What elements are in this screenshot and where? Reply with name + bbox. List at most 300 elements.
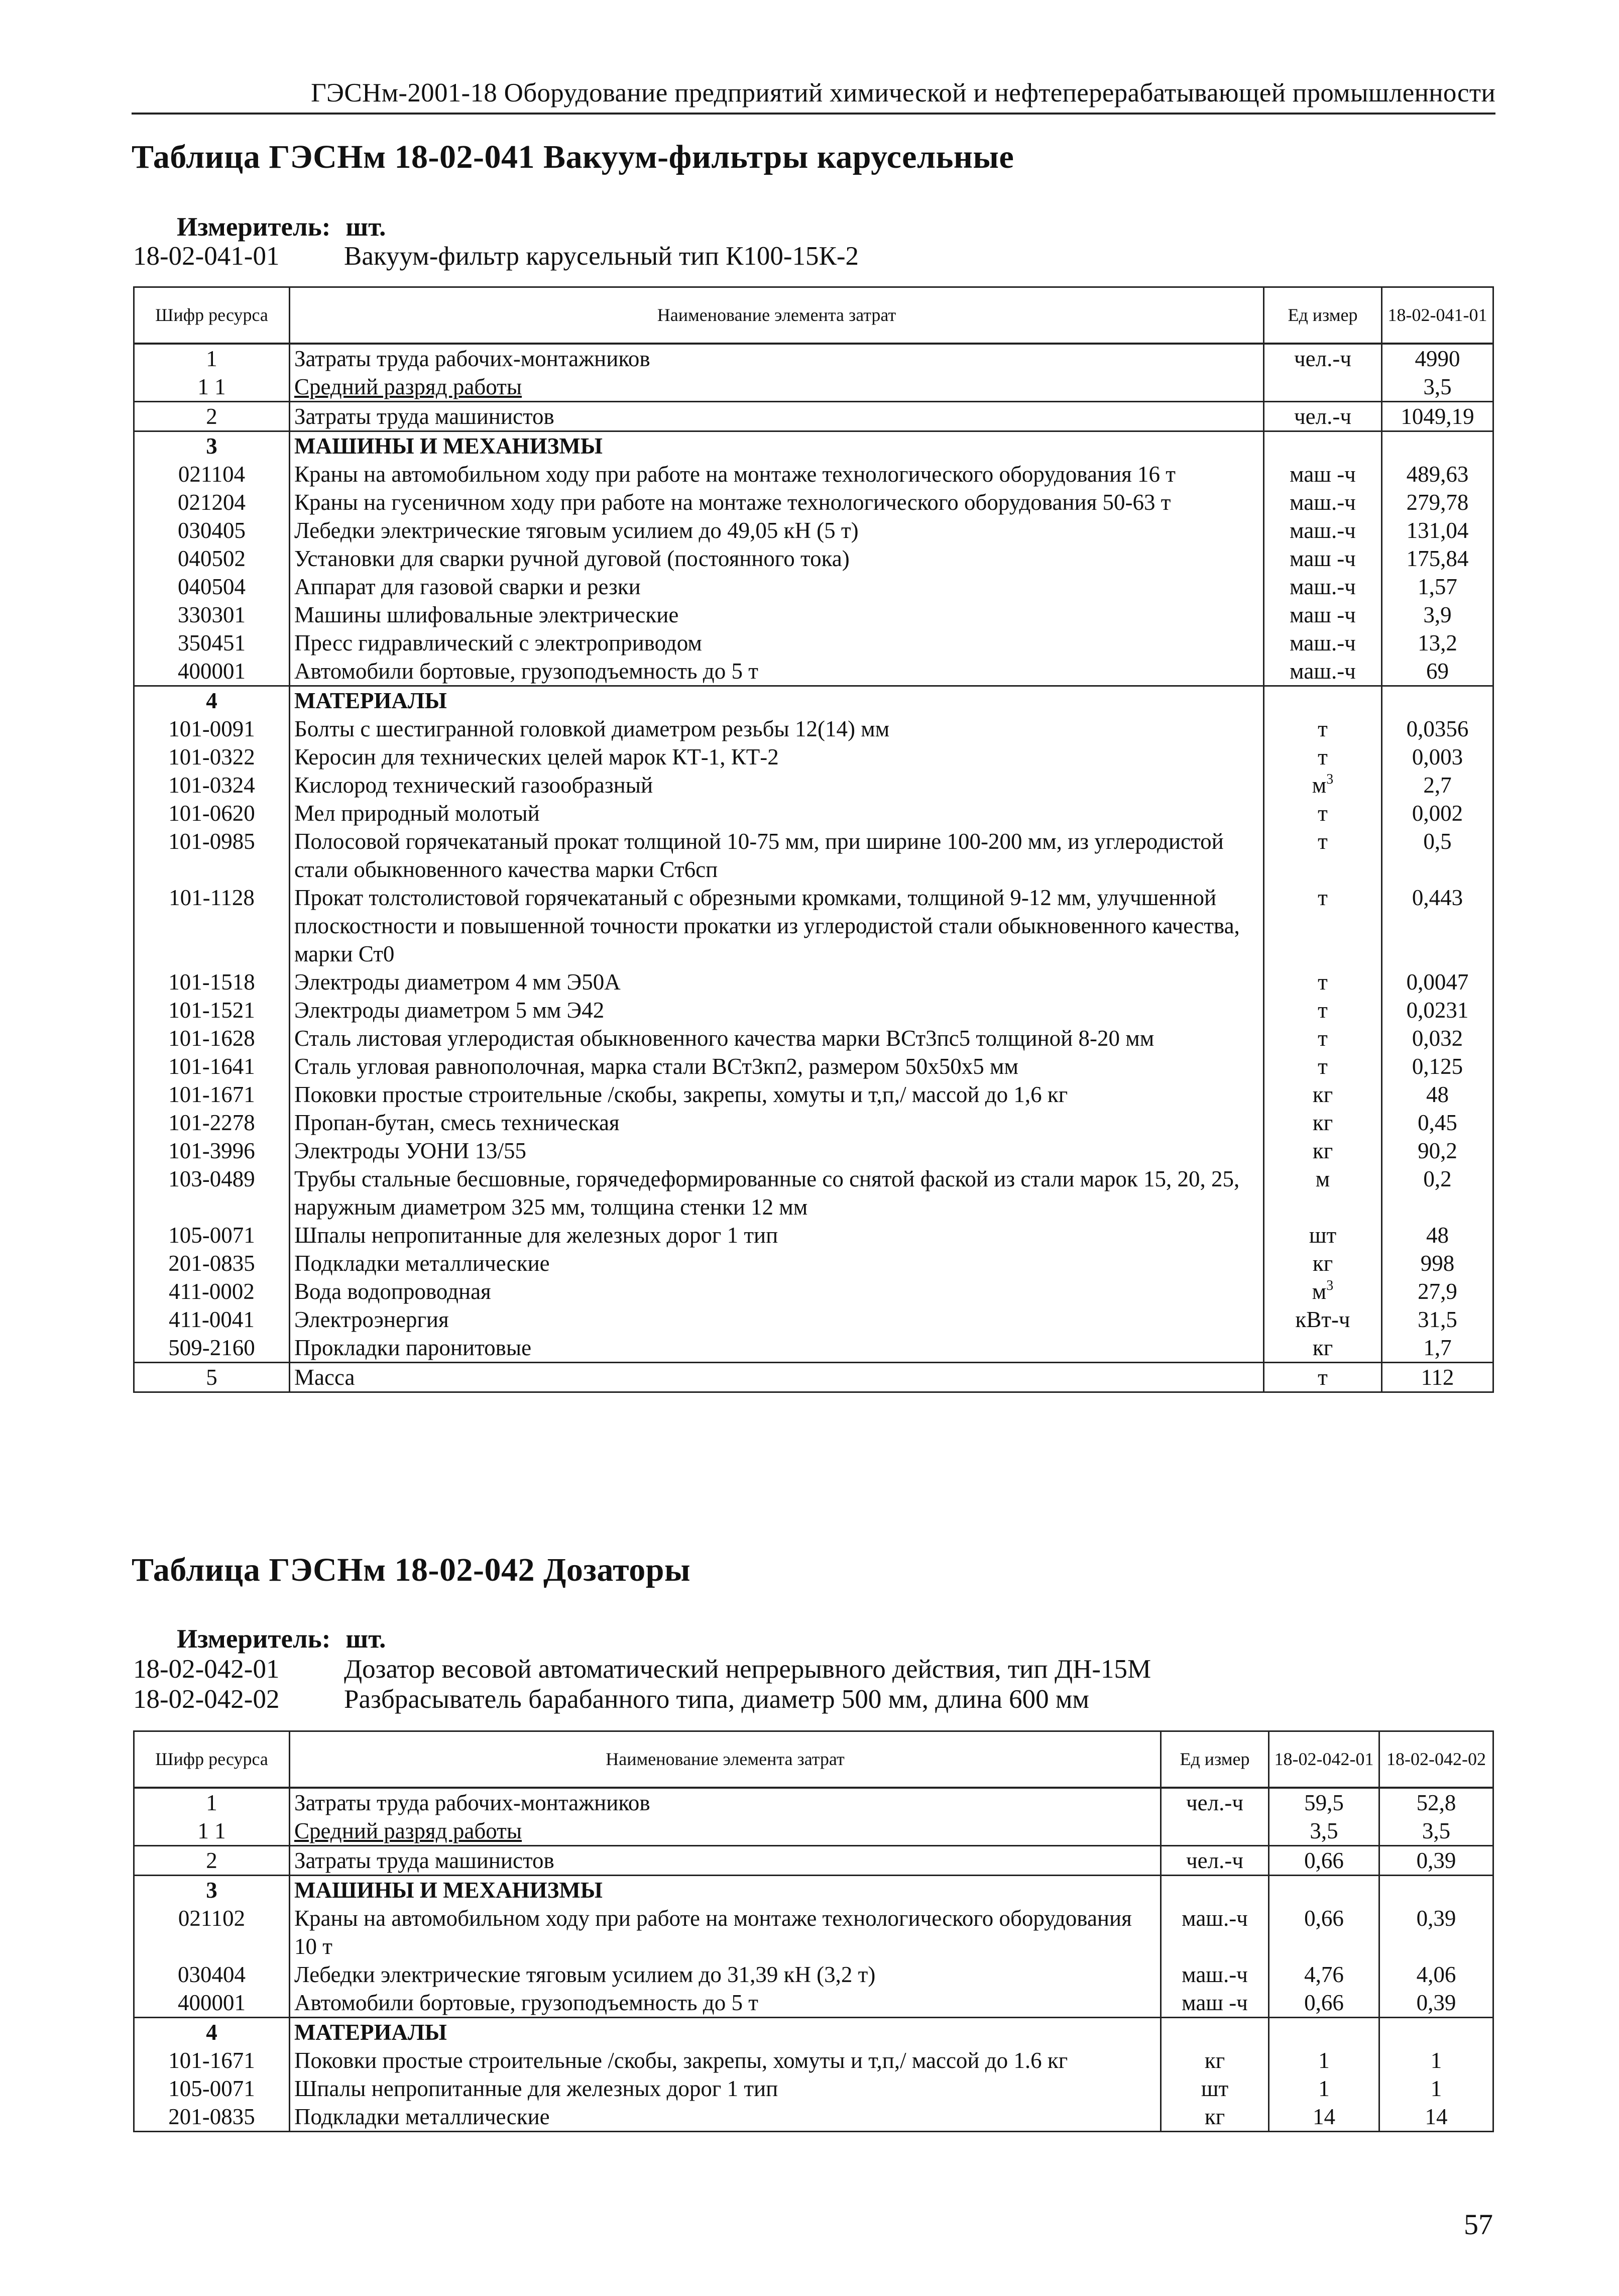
cost-element-cell: Электроэнергия — [290, 1305, 1264, 1334]
cost-element-cell: Вода водопроводная — [290, 1277, 1264, 1305]
resource-code-cell: 101-1671 — [134, 1080, 290, 1109]
resource-code-cell: 411-0041 — [134, 1305, 290, 1334]
resource-code-cell: 2 — [134, 1845, 290, 1875]
unit-cell — [1161, 1845, 1269, 1875]
unit-text: т — [1318, 800, 1328, 826]
resource-code-cell: 101-1671 — [134, 2046, 290, 2074]
resource-code-cell: 101-0324 — [134, 771, 290, 799]
table-row — [134, 1817, 1493, 1846]
table2 — [133, 1730, 1494, 2132]
unit-cell — [1161, 2074, 1269, 2103]
table-row — [134, 629, 1493, 657]
cost-element-cell: Шпалы непропитанные для железных дорог 1 тип — [290, 2074, 1161, 2103]
resource-code-cell: 101-0620 — [134, 799, 290, 827]
unit-text: маш -ч — [1290, 602, 1356, 627]
table-row — [134, 460, 1493, 488]
unit-cell — [1264, 1277, 1382, 1305]
unit-text: т — [1318, 1364, 1328, 1390]
table-row — [134, 743, 1493, 771]
value-cell: 69 — [1382, 657, 1493, 686]
unit-text: м — [1315, 1166, 1330, 1191]
value-cell: 3,9 — [1382, 601, 1493, 629]
value-cell: 0,45 — [1382, 1109, 1493, 1137]
unit-text: шт — [1201, 2075, 1229, 2101]
table-row — [134, 799, 1493, 827]
value-cell: 0,66 — [1269, 1904, 1379, 1960]
meter-label: Измеритель: — [177, 212, 331, 242]
cost-element-cell: Кислород технический газообразный — [290, 771, 1264, 799]
value-cell: 59,5 — [1269, 1788, 1379, 1817]
cost-element-cell: Лебедки электрические тяговым усилием до 31,39 кН (3,2 т) — [290, 1960, 1161, 1989]
unit-cell — [1264, 743, 1382, 771]
table1 — [133, 286, 1494, 1393]
cost-element-cell: Подкладки металлические — [290, 1249, 1264, 1277]
resource-code-cell: 101-1128 — [134, 884, 290, 968]
value-cell: 0,39 — [1379, 1904, 1493, 1960]
cost-element-cell: Мел природный молотый — [290, 799, 1264, 827]
unit-cell — [1264, 1362, 1382, 1392]
cost-element-cell: Электроды диаметром 4 мм Э50А — [290, 968, 1264, 996]
unit-text: кг — [1204, 2104, 1225, 2129]
table-row — [134, 1334, 1493, 1363]
table-row — [134, 1109, 1493, 1137]
table-row — [134, 657, 1493, 686]
value-cell: 0,003 — [1382, 743, 1493, 771]
table-row — [134, 996, 1493, 1024]
resource-code-cell: 411-0002 — [134, 1277, 290, 1305]
value-cell: 27,9 — [1382, 1277, 1493, 1305]
resource-code-cell: 1 — [134, 1788, 290, 1817]
resource-code-cell: 105-0071 — [134, 2074, 290, 2103]
unit-text: шт — [1309, 1222, 1337, 1248]
value-cell — [1379, 2017, 1493, 2046]
table-row — [134, 516, 1493, 544]
cost-element-cell: Пропан-бутан, смесь техническая — [290, 1109, 1264, 1137]
value-cell: 131,04 — [1382, 516, 1493, 544]
value-cell: 0,39 — [1379, 1845, 1493, 1875]
cost-element-cell: Поковки простые строительные /скобы, закрепы, хомуты и т,п,/ массой до 1,6 кг — [290, 1080, 1264, 1109]
unit-cell — [1161, 1904, 1269, 1960]
resource-code-cell: 101-1521 — [134, 996, 290, 1024]
table-row — [134, 1305, 1493, 1334]
value-cell: 1 — [1379, 2046, 1493, 2074]
unit-cell — [1264, 1165, 1382, 1221]
value-cell: 489,63 — [1382, 460, 1493, 488]
resource-code-cell: 201-0835 — [134, 2103, 290, 2132]
table-row — [134, 771, 1493, 799]
cost-element-cell: Машины шлифовальные электрические — [290, 601, 1264, 629]
table2-title: Таблица ГЭСНм 18-02-042 Дозаторы — [132, 1552, 690, 1588]
unit-text: маш -ч — [1290, 461, 1356, 487]
unit-text: кг — [1312, 1335, 1333, 1360]
value-cell: 0,0356 — [1382, 715, 1493, 743]
table-row — [134, 968, 1493, 996]
table1-item — [133, 241, 859, 271]
cost-element-cell: Затраты труда машинистов — [290, 401, 1264, 431]
unit-text: чел.-ч — [1294, 403, 1351, 429]
item-code: 18-02-042-02 — [133, 1685, 280, 1714]
value-cell: 1 — [1379, 2074, 1493, 2103]
value-cell: 0,0231 — [1382, 996, 1493, 1024]
unit-text: кВт-ч — [1295, 1306, 1350, 1332]
table-row — [134, 573, 1493, 601]
table-row — [134, 344, 1493, 373]
table-row — [134, 2046, 1493, 2074]
table-row — [134, 1788, 1493, 1817]
unit-cell — [1161, 1960, 1269, 1989]
resource-code-cell: 3 — [134, 1875, 290, 1904]
value-cell: 52,8 — [1379, 1788, 1493, 1817]
cost-element-cell: Средний разряд работы — [290, 1817, 1161, 1846]
col-value1-header: 18-02-042-01 — [1269, 1731, 1379, 1788]
cost-element-cell: Краны на автомобильном ходу при работе на монтаже технологического оборудования 10 т — [290, 1904, 1161, 1960]
value-cell: 48 — [1382, 1221, 1493, 1249]
col-name-header: Наименование элемента затрат — [290, 287, 1264, 344]
unit-cell — [1264, 686, 1382, 715]
unit-cell — [1264, 996, 1382, 1024]
col-name-header: Наименование элемента затрат — [290, 1731, 1161, 1788]
table2-item — [133, 1684, 1089, 1714]
page-number: 57 — [1464, 2208, 1493, 2241]
value-cell: 31,5 — [1382, 1305, 1493, 1334]
unit-text: маш.-ч — [1290, 574, 1356, 599]
resource-code-cell: 021102 — [134, 1904, 290, 1960]
value-cell: 1,57 — [1382, 573, 1493, 601]
unit-text: чел.-ч — [1186, 1790, 1243, 1815]
cost-element-cell: Шпалы непропитанные для железных дорог 1 тип — [290, 1221, 1264, 1249]
unit-cell — [1161, 1788, 1269, 1817]
table-row — [134, 1277, 1493, 1305]
resource-code-cell: 105-0071 — [134, 1221, 290, 1249]
cost-element-cell: Масса — [290, 1362, 1264, 1392]
table-row — [134, 884, 1493, 968]
value-cell: 0,002 — [1382, 799, 1493, 827]
table-row — [134, 1904, 1493, 1960]
unit-cell — [1161, 1875, 1269, 1904]
unit-cell — [1264, 1137, 1382, 1165]
meter-value: шт. — [345, 212, 386, 242]
resource-code-cell: 400001 — [134, 1989, 290, 2018]
resource-code-cell: 030404 — [134, 1960, 290, 1989]
cost-element-cell: Лебедки электрические тяговым усилием до 49,05 кН (5 т) — [290, 516, 1264, 544]
value-cell: 0,2 — [1382, 1165, 1493, 1221]
unit-text: т — [1318, 1053, 1328, 1079]
unit-text: м — [1312, 1278, 1327, 1304]
resource-code-cell: 040504 — [134, 573, 290, 601]
value-cell: 3,5 — [1379, 1817, 1493, 1846]
unit-text: т — [1318, 969, 1328, 995]
table-row — [134, 1024, 1493, 1052]
table-row — [134, 544, 1493, 573]
meter-value: шт. — [345, 1624, 386, 1654]
unit-text: маш.-ч — [1290, 517, 1356, 543]
resource-code-cell: 4 — [134, 686, 290, 715]
table-row — [134, 1165, 1493, 1221]
resource-code-cell: 1 1 — [134, 1817, 290, 1846]
value-cell: 1 — [1269, 2074, 1379, 2103]
item-code: 18-02-041-01 — [133, 242, 280, 271]
unit-cell — [1264, 629, 1382, 657]
value-cell: 998 — [1382, 1249, 1493, 1277]
resource-code-cell: 350451 — [134, 629, 290, 657]
unit-cell — [1264, 827, 1382, 884]
unit-cell — [1161, 1817, 1269, 1846]
table-row — [134, 1249, 1493, 1277]
cost-element-cell: Сталь листовая углеродистая обыкновенного качества марки ВСт3пс5 толщиной 8-20 мм — [290, 1024, 1264, 1052]
resource-code-cell: 5 — [134, 1362, 290, 1392]
value-cell: 4,76 — [1269, 1960, 1379, 1989]
unit-cell — [1264, 1052, 1382, 1080]
unit-text: маш.-ч — [1290, 489, 1356, 515]
table-row — [134, 2017, 1493, 2046]
unit-cell — [1264, 1024, 1382, 1052]
item-name: Разбрасыватель барабанного типа, диаметр 500 мм, длина 600 мм — [344, 1685, 1089, 1714]
unit-text: маш.-ч — [1182, 1961, 1248, 1987]
value-cell: 175,84 — [1382, 544, 1493, 573]
unit-cell — [1161, 2046, 1269, 2074]
table-row — [134, 431, 1493, 460]
unit-cell — [1264, 799, 1382, 827]
resource-code-cell: 1 — [134, 344, 290, 373]
cost-element-cell: Керосин для технических целей марок КТ-1, КТ-2 — [290, 743, 1264, 771]
unit-text: т — [1318, 828, 1328, 854]
value-cell: 90,2 — [1382, 1137, 1493, 1165]
resource-code-cell: 101-1518 — [134, 968, 290, 996]
cost-element-cell: Затраты труда машинистов — [290, 1845, 1161, 1875]
cost-element-cell: Подкладки металлические — [290, 2103, 1161, 2132]
value-cell: 3,5 — [1382, 373, 1493, 402]
resource-code-cell: 101-3996 — [134, 1137, 290, 1165]
value-cell: 1,7 — [1382, 1334, 1493, 1363]
table-row — [134, 488, 1493, 516]
cost-element-cell: Затраты труда рабочих-монтажников — [290, 344, 1264, 373]
unit-text: маш.-ч — [1290, 630, 1356, 655]
value-cell: 4990 — [1382, 344, 1493, 373]
value-cell: 1 — [1269, 2046, 1379, 2074]
cost-element-cell: Поковки простые строительные /скобы, закрепы, хомуты и т,п,/ массой до 1.6 кг — [290, 2046, 1161, 2074]
value-cell: 0,66 — [1269, 1989, 1379, 2018]
running-header: ГЭСНм-2001-18 Оборудование предприятий химической и нефтеперерабатывающей промышленности — [132, 75, 1495, 115]
unit-cell — [1264, 1221, 1382, 1249]
value-cell: 13,2 — [1382, 629, 1493, 657]
unit-cell — [1264, 460, 1382, 488]
value-cell: 0,032 — [1382, 1024, 1493, 1052]
resource-code-cell: 101-0322 — [134, 743, 290, 771]
resource-code-cell: 400001 — [134, 657, 290, 686]
table-header-row — [134, 1731, 1493, 1788]
unit-cell — [1264, 1109, 1382, 1137]
item-name: Вакуум-фильтр карусельный тип К100-15К-2 — [344, 242, 859, 271]
cost-element-cell: Автомобили бортовые, грузоподъемность до 5 т — [290, 657, 1264, 686]
value-cell: 14 — [1379, 2103, 1493, 2132]
unit-text: маш -ч — [1182, 1990, 1248, 2015]
table-row — [134, 1875, 1493, 1904]
col-value2-header: 18-02-042-02 — [1379, 1731, 1493, 1788]
cost-element-cell: Автомобили бортовые, грузоподъемность до 5 т — [290, 1989, 1161, 2018]
col-code-header: Шифр ресурса — [134, 1731, 290, 1788]
resource-code-cell: 330301 — [134, 601, 290, 629]
value-cell — [1382, 686, 1493, 715]
value-cell: 0,125 — [1382, 1052, 1493, 1080]
unit-superscript: 3 — [1326, 771, 1334, 787]
resource-code-cell: 3 — [134, 431, 290, 460]
unit-text: кг — [1312, 1110, 1333, 1135]
resource-code-cell: 040502 — [134, 544, 290, 573]
resource-code-cell: 101-1628 — [134, 1024, 290, 1052]
table2-item — [133, 1654, 1151, 1684]
unit-text: кг — [1312, 1250, 1333, 1276]
table-row — [134, 1052, 1493, 1080]
resource-code-cell: 101-2278 — [134, 1109, 290, 1137]
unit-cell — [1264, 1334, 1382, 1363]
unit-cell — [1264, 771, 1382, 799]
resource-code-cell: 1 1 — [134, 373, 290, 402]
unit-text: т — [1318, 744, 1328, 770]
resource-code-cell: 2 — [134, 401, 290, 431]
unit-text: кг — [1204, 2047, 1225, 2073]
table-row — [134, 715, 1493, 743]
table-row — [134, 1845, 1493, 1875]
cost-element-cell: Прокладки паронитовые — [290, 1334, 1264, 1363]
cost-element-cell: Электроды диаметром 5 мм Э42 — [290, 996, 1264, 1024]
table-row — [134, 1080, 1493, 1109]
unit-superscript: 3 — [1326, 1277, 1334, 1293]
col-unit-header: Ед измер — [1161, 1731, 1269, 1788]
resource-code-cell: 021104 — [134, 460, 290, 488]
item-code: 18-02-042-01 — [133, 1655, 280, 1684]
unit-cell — [1264, 488, 1382, 516]
table1-title: Таблица ГЭСНм 18-02-041 Вакуум-фильтры карусельные — [132, 139, 1014, 175]
cost-element-cell: МАШИНЫ И МЕХАНИЗМЫ — [290, 1875, 1161, 1904]
table-row — [134, 1960, 1493, 1989]
table-row — [134, 1221, 1493, 1249]
cost-element-cell: Сталь угловая равнополочная, марка стали ВСт3кп2, размером 50x50x5 мм — [290, 1052, 1264, 1080]
cost-element-cell: МАТЕРИАЛЫ — [290, 686, 1264, 715]
table-row — [134, 1989, 1493, 2018]
table-row — [134, 1137, 1493, 1165]
cost-element-cell: Электроды УОНИ 13/55 — [290, 1137, 1264, 1165]
table-row — [134, 1362, 1493, 1392]
resource-code-cell: 030405 — [134, 516, 290, 544]
resource-code-cell: 103-0489 — [134, 1165, 290, 1221]
unit-text: кг — [1312, 1138, 1333, 1163]
unit-text: кг — [1312, 1081, 1333, 1107]
value-cell: 0,66 — [1269, 1845, 1379, 1875]
unit-cell — [1264, 1305, 1382, 1334]
unit-cell — [1264, 401, 1382, 431]
unit-cell — [1264, 544, 1382, 573]
table-row — [134, 401, 1493, 431]
unit-cell — [1264, 601, 1382, 629]
unit-text: т — [1318, 716, 1328, 741]
meter-label: Измеритель: — [177, 1624, 331, 1654]
value-cell — [1379, 1875, 1493, 1904]
table-row — [134, 601, 1493, 629]
cost-element-cell: Установки для сварки ручной дуговой (постоянного тока) — [290, 544, 1264, 573]
value-cell: 2,7 — [1382, 771, 1493, 799]
cost-element-cell: Краны на гусеничном ходу при работе на монтаже технологического оборудования 50-63 т — [290, 488, 1264, 516]
unit-text: т — [1318, 1025, 1328, 1051]
unit-cell — [1264, 573, 1382, 601]
cost-element-cell: МАШИНЫ И МЕХАНИЗМЫ — [290, 431, 1264, 460]
table-header-row — [134, 287, 1493, 344]
value-cell: 4,06 — [1379, 1960, 1493, 1989]
unit-text: чел.-ч — [1294, 346, 1351, 371]
table-row — [134, 2103, 1493, 2132]
unit-cell — [1264, 431, 1382, 460]
value-cell: 1049,19 — [1382, 401, 1493, 431]
cost-element-cell: Трубы стальные бесшовные, горячедеформированные со снятой фаской из стали марок 15, 20, 25, наружным диаметром 325 мм, толщина стенки 12 мм — [290, 1165, 1264, 1221]
value-cell: 112 — [1382, 1362, 1493, 1392]
table1-meter — [177, 212, 386, 242]
cost-element-cell: Средний разряд работы — [290, 373, 1264, 402]
unit-text: т — [1318, 997, 1328, 1023]
cost-element-cell: Аппарат для газовой сварки и резки — [290, 573, 1264, 601]
unit-cell — [1264, 1080, 1382, 1109]
unit-text: маш.-ч — [1182, 1905, 1248, 1931]
unit-cell — [1264, 373, 1382, 402]
value-cell — [1382, 431, 1493, 460]
unit-cell — [1264, 715, 1382, 743]
unit-cell — [1264, 516, 1382, 544]
col-value-header: 18-02-041-01 — [1382, 287, 1493, 344]
cost-element-cell: Краны на автомобильном ходу при работе на монтаже технологического оборудования 16 т — [290, 460, 1264, 488]
cost-element-cell: Болты с шестигранной головкой диаметром резьбы 12(14) мм — [290, 715, 1264, 743]
value-cell — [1269, 2017, 1379, 2046]
cost-element-cell: Пресс гидравлический с электроприводом — [290, 629, 1264, 657]
unit-cell — [1264, 968, 1382, 996]
col-unit-header: Ед измер — [1264, 287, 1382, 344]
unit-text: маш.-ч — [1290, 658, 1356, 684]
value-cell: 48 — [1382, 1080, 1493, 1109]
item-name: Дозатор весовой автоматический непрерывного действия, тип ДН-15М — [344, 1655, 1151, 1684]
unit-cell — [1264, 344, 1382, 373]
cost-element-cell: Затраты труда рабочих-монтажников — [290, 1788, 1161, 1817]
unit-cell — [1161, 2103, 1269, 2132]
cost-element-cell: Полосовой горячекатаный прокат толщиной 10-75 мм, при ширине 100-200 мм, из углеродистой стали обыкновенного качества марки Ст6сп — [290, 827, 1264, 884]
resource-code-cell: 101-0091 — [134, 715, 290, 743]
resource-code-cell: 4 — [134, 2017, 290, 2046]
cost-element-cell: Прокат толстолистовой горячекатаный с обрезными кромками, толщиной 9-12 мм, улучшенной плоскостности и повышенной точности прокатки из углеродистой стали обыкновенного качества, марки Ст0 — [290, 884, 1264, 968]
unit-text: т — [1318, 885, 1328, 910]
table-row — [134, 827, 1493, 884]
col-code-header: Шифр ресурса — [134, 287, 290, 344]
resource-code-cell: 509-2160 — [134, 1334, 290, 1363]
value-cell — [1269, 1875, 1379, 1904]
resource-code-cell: 021204 — [134, 488, 290, 516]
unit-text: чел.-ч — [1186, 1847, 1243, 1873]
value-cell: 14 — [1269, 2103, 1379, 2132]
value-cell: 0,0047 — [1382, 968, 1493, 996]
table-row — [134, 2074, 1493, 2103]
unit-cell — [1161, 1989, 1269, 2018]
unit-cell — [1264, 884, 1382, 968]
table-row — [134, 686, 1493, 715]
unit-cell — [1161, 2017, 1269, 2046]
resource-code-cell: 101-1641 — [134, 1052, 290, 1080]
unit-cell — [1264, 657, 1382, 686]
resource-code-cell: 101-0985 — [134, 827, 290, 884]
value-cell: 0,5 — [1382, 827, 1493, 884]
table2-meter — [177, 1624, 386, 1654]
unit-cell — [1264, 1249, 1382, 1277]
unit-text: маш -ч — [1290, 545, 1356, 571]
unit-text: м — [1312, 772, 1327, 798]
value-cell: 0,443 — [1382, 884, 1493, 968]
resource-code-cell: 201-0835 — [134, 1249, 290, 1277]
value-cell: 3,5 — [1269, 1817, 1379, 1846]
value-cell: 0,39 — [1379, 1989, 1493, 2018]
